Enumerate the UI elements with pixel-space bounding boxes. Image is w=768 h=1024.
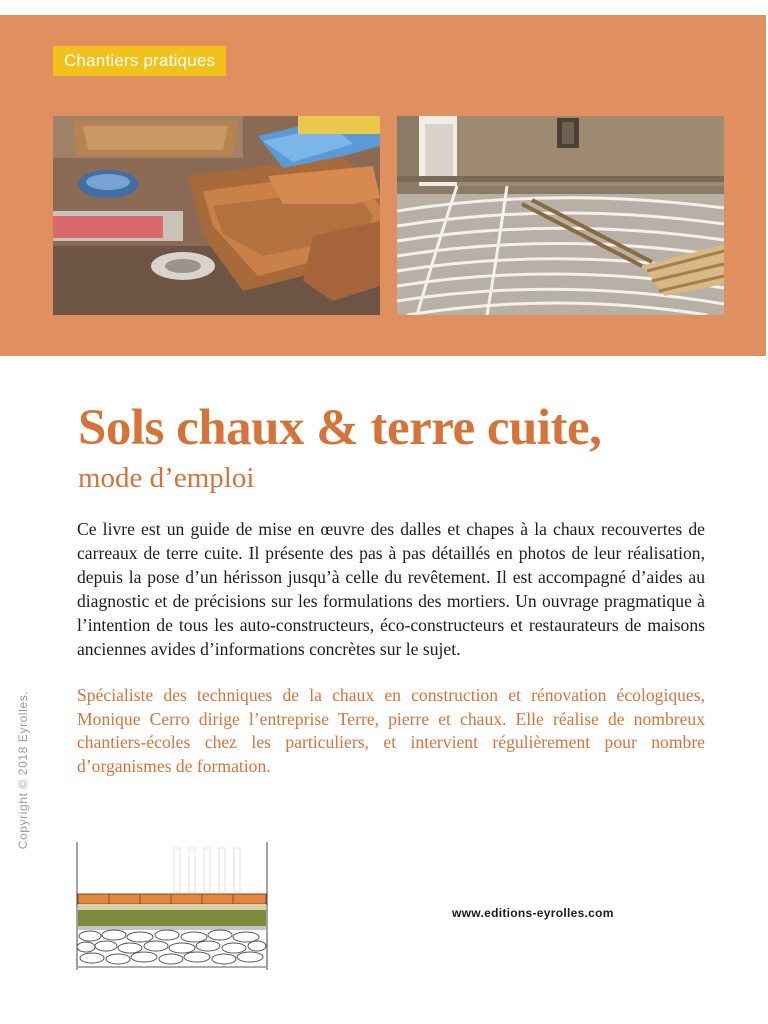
underfloor-pipes-photo: [397, 116, 724, 315]
book-title: Sols chaux & terre cuite,: [78, 400, 602, 456]
copyright-notice: Copyright © 2018 Eyrolles.: [16, 690, 30, 850]
publisher-website: www.editions-eyrolles.com: [452, 906, 614, 920]
book-subtitle: mode d’emploi: [78, 462, 255, 494]
terracotta-tiles-photo: [53, 116, 380, 315]
book-description: Ce livre est un guide de mise en œuvre des dalles et chapes à la chaux recouvertes de carreaux de terre cuite. Il présente des pas à pas détaillés en photos de leur réalisation, depuis la pose d’un hérisson jusqu’à celle du revêtement. Il est accompagné d’aides au diagnostic et de précisions sur les formulations des mortiers. Un ouvrage pragmatique à l’intention de tous les auto-constructeurs, éco-constructeurs et restaurateurs de maisons anciennes avides d’informations concrètes sur le sujet.: [77, 519, 705, 659]
floor-layers-diagram: [74, 842, 270, 970]
author-bio: Spécialiste des techniques de la chaux en construction et rénovation écologiques, Monique Cerro dirige l’entreprise Terre, pierre et chaux. Elle réalise de nombreux chantiers-écoles chez les particuliers, et intervient régulièrement pour nombre d’organismes de formation.: [77, 685, 705, 776]
series-badge: Chantiers pratiques: [53, 46, 226, 76]
